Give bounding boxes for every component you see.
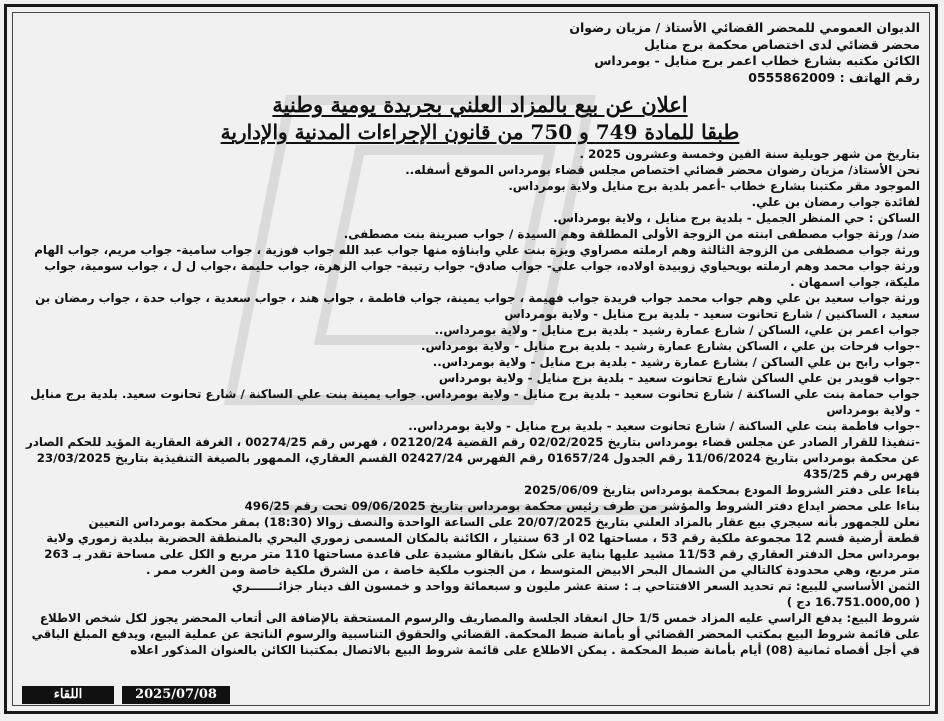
notice-paragraph: شروط البيع: يدفع الراسي عليه المزاد خمس 1/5 حال انعقاد الجلسة والمصاريف والرسوم المستحقة بالإضافة الى أتعاب المحضر يجوز لكل شخص الاطلاع على قائمة شروط البيع بمكتب المحضر القضائي أو بأمانة ضبط المحكمة. القضائي والحقوق التناسبية والرسوم الناتجة عن عملية البيع، ويدفع المبلغ الباقي في أجل أقصاه ثمانية (08) أيام بأمانة ضبط المحكمة . يمكن الاطلاع على قائمة شروط البيع بالاتصال بمكتبنا الكائن بالعنوان المذكور اعلاه bbox=[31, 611, 920, 657]
bailiff-header bbox=[400, 20, 920, 86]
notice-paragraph: نحن الأستاذ/ مزيان رضوان محضر قضائي اختصاص مجلس قضاء بومرداس الموقع أسفله.. bbox=[405, 163, 920, 177]
notice-paragraph: جواب اعمر بن علي، الساكن / شارع عمارة رشيد - بلدية برج منايل - ولاية بومرداس.. bbox=[434, 323, 920, 337]
header-line: الكائن مكتبه بشارع خطاب اعمر برج منايل - بومرداس bbox=[594, 53, 920, 68]
header-line: محضر قضائي لدى اختصاص محكمة برج منايل bbox=[644, 36, 920, 52]
footer-bar bbox=[20, 686, 240, 706]
notice-paragraph: نعلن للجمهور بأنه سيجري بيع عقار بالمزاد العلني بتاريخ 20/07/2025 على الساعة الواحدة والنصف زوالا (18:30) بمقر محكمة بومرداس التعيين bbox=[88, 515, 920, 529]
notice-paragraph: -جواب فرحات بن علي ، الساكن بشارع عمارة رشيد - بلدية برج منايل - ولاية بومرداس. bbox=[421, 339, 920, 353]
header-phone: رقم الهاتف : 0555862009 bbox=[748, 69, 920, 85]
headline-title: اعلان عن بيع بالمزاد العلني بجريدة يومية وطنية bbox=[272, 92, 688, 117]
notice-paragraph: قطعة أرضية قسم 12 مجموعة ملكية رقم 53 ، مساحتها 02 ار 63 سنتيار ، الكائنة بالمكان المسمى زموري البحري بالمنطقة الحضرية ببلدية زموري ولاية بومرداس محل الدفتر العقاري رقم 11/53 مشيد عليها بناية على شكل بانقالو مشيدة على قاعدة مساحتها 110 متر مربع و الكل على مساحة تقدر بـ 263 متر مربع، وهي محدودة كالتالي من الشمال البحر الابيض المتوسط ، من الجنوب ملكية خاصة ، من الشرق ملكية خاصة ومن الغرب ممر . bbox=[44, 531, 920, 577]
newspaper-name: اللقاء bbox=[22, 686, 114, 704]
notice-paragraph: -تنفيذا للقرار الصادر عن مجلس قضاء بومرداس بتاريخ 02/02/2025 رقم القضية 02120/24 ، فهرس رقم 00274/25 ، الغرفة العقارية المؤيد للحكم الصادر عن محكمة بومرداس بتاريخ 11/06/2024 رقم الجدول 01657/24 رقم الفهرس 02427/24 القسم العقاري، الممهور بالصيغة التنفيذية بتاريخ 23/03/2025 فهرس رقم 435/25 bbox=[26, 435, 920, 481]
notice-paragraph: جواب حمامة بنت علي الساكنة / شارع تحانوت سعيد - بلدية برج منايل - ولاية بومرداس. جواب يمينة بنت علي الساكنة / شارع تحانوت سعيد. بلدية برج منايل - ولاية بومرداس bbox=[30, 387, 920, 417]
notice-paragraph: -جواب قويدر بن علي الساكن شارع تحانوت سعيد - بلدية برج منايل - ولاية بومرداس bbox=[438, 371, 920, 385]
notice-paragraph: ورثة جواب مصطفى من الزوجة الثالثة وهم ارملته مصراوي ويزة بنت علي وابناؤه منها جواب عبد الله جواب فوزية ، جواب سامية- جواب مريم، جواب الهام bbox=[34, 243, 920, 257]
notice-paragraph: بناءا على دفتر الشروط المودع بمحكمة بومرداس بتاريخ 2025/06/09 bbox=[524, 483, 920, 497]
notice-paragraph: ورثة جواب سعيد بن علي وهم جواب محمد جواب فريدة جواب فهيمة ، جواب يمينة، جواب فاطمة ، جواب هند ، جواب سعدية ، جواب حدة ، جواب رمضان بن سعيد ، الساكنين / شارع تحانوت سعيد - بلدية برج منايل - ولاية بومرداس bbox=[35, 291, 920, 321]
notice-paragraph: -جواب رابح بن علي الساكن / بشارع عمارة رشيد - بلدية برج منايل - ولاية بومرداس.. bbox=[432, 355, 920, 369]
notice-paragraph: الساكن : حي المنظر الجميل - بلدية برج منايل ، ولاية بومرداس. bbox=[553, 211, 920, 225]
notice-paragraph: -جواب فاطمة بنت علي الساكنة / شارع تحانوت سعيد - بلدية برج منايل - ولاية بومرداس.. bbox=[408, 419, 920, 433]
notice-paragraph: لفائدة جواب رمضان بن علي. bbox=[751, 195, 920, 209]
notice-paragraph: الموجود مقر مكتبنا بشارع خطاب -أعمر بلدية برج منايل ولاية بومرداس. bbox=[508, 179, 920, 193]
notice-paragraph: بناءا على محضر ايداع دفتر الشروط والمؤشر من طرف رئيس محكمة بومرداس بتاريخ 09/06/2025 تحت رقم 496/25 bbox=[244, 499, 920, 513]
publication-date: 2025/07/08 bbox=[122, 686, 230, 704]
notice-body bbox=[24, 146, 920, 658]
header-line: الديوان العمومي للمحضر القضائي الأستاذ / مزيان رضوان bbox=[569, 20, 920, 35]
notice-paragraph: ضد/ ورثة جواب مصطفى ابنته من الزوجة الأولى المطلقة وهم السيدة / جواب صبرينة بنت مصطفى. bbox=[343, 227, 920, 241]
headline-subtitle: طبقا للمادة 749 و 750 من قانون الإجراءات المدنية والإدارية bbox=[220, 120, 740, 144]
notice-paragraph: بتاريخ من شهر جويلية سنة الفين وخمسة وعشرون 2025 . bbox=[579, 147, 920, 161]
notice-paragraph: ( 16.751.000,00 دج ) bbox=[786, 595, 920, 609]
notice-paragraph: ورثة جواب محمد وهم ارملته بويحياوي زوبيدة اولاده، جواب علي- جواب صادق- جواب رتيبة- جواب الزهرة، جواب حليمة ،جواب ل ل ، جواب سومية، جواب مليكة، جواب اسمهان . bbox=[44, 259, 920, 289]
notice-paragraph: الثمن الأساسي للبيع: تم تحديد السعر الافتتاحي بـ : ستة عشر مليون و سبعمائة وواحد و خمسون الف دينار جزائـــــــري bbox=[232, 579, 920, 593]
